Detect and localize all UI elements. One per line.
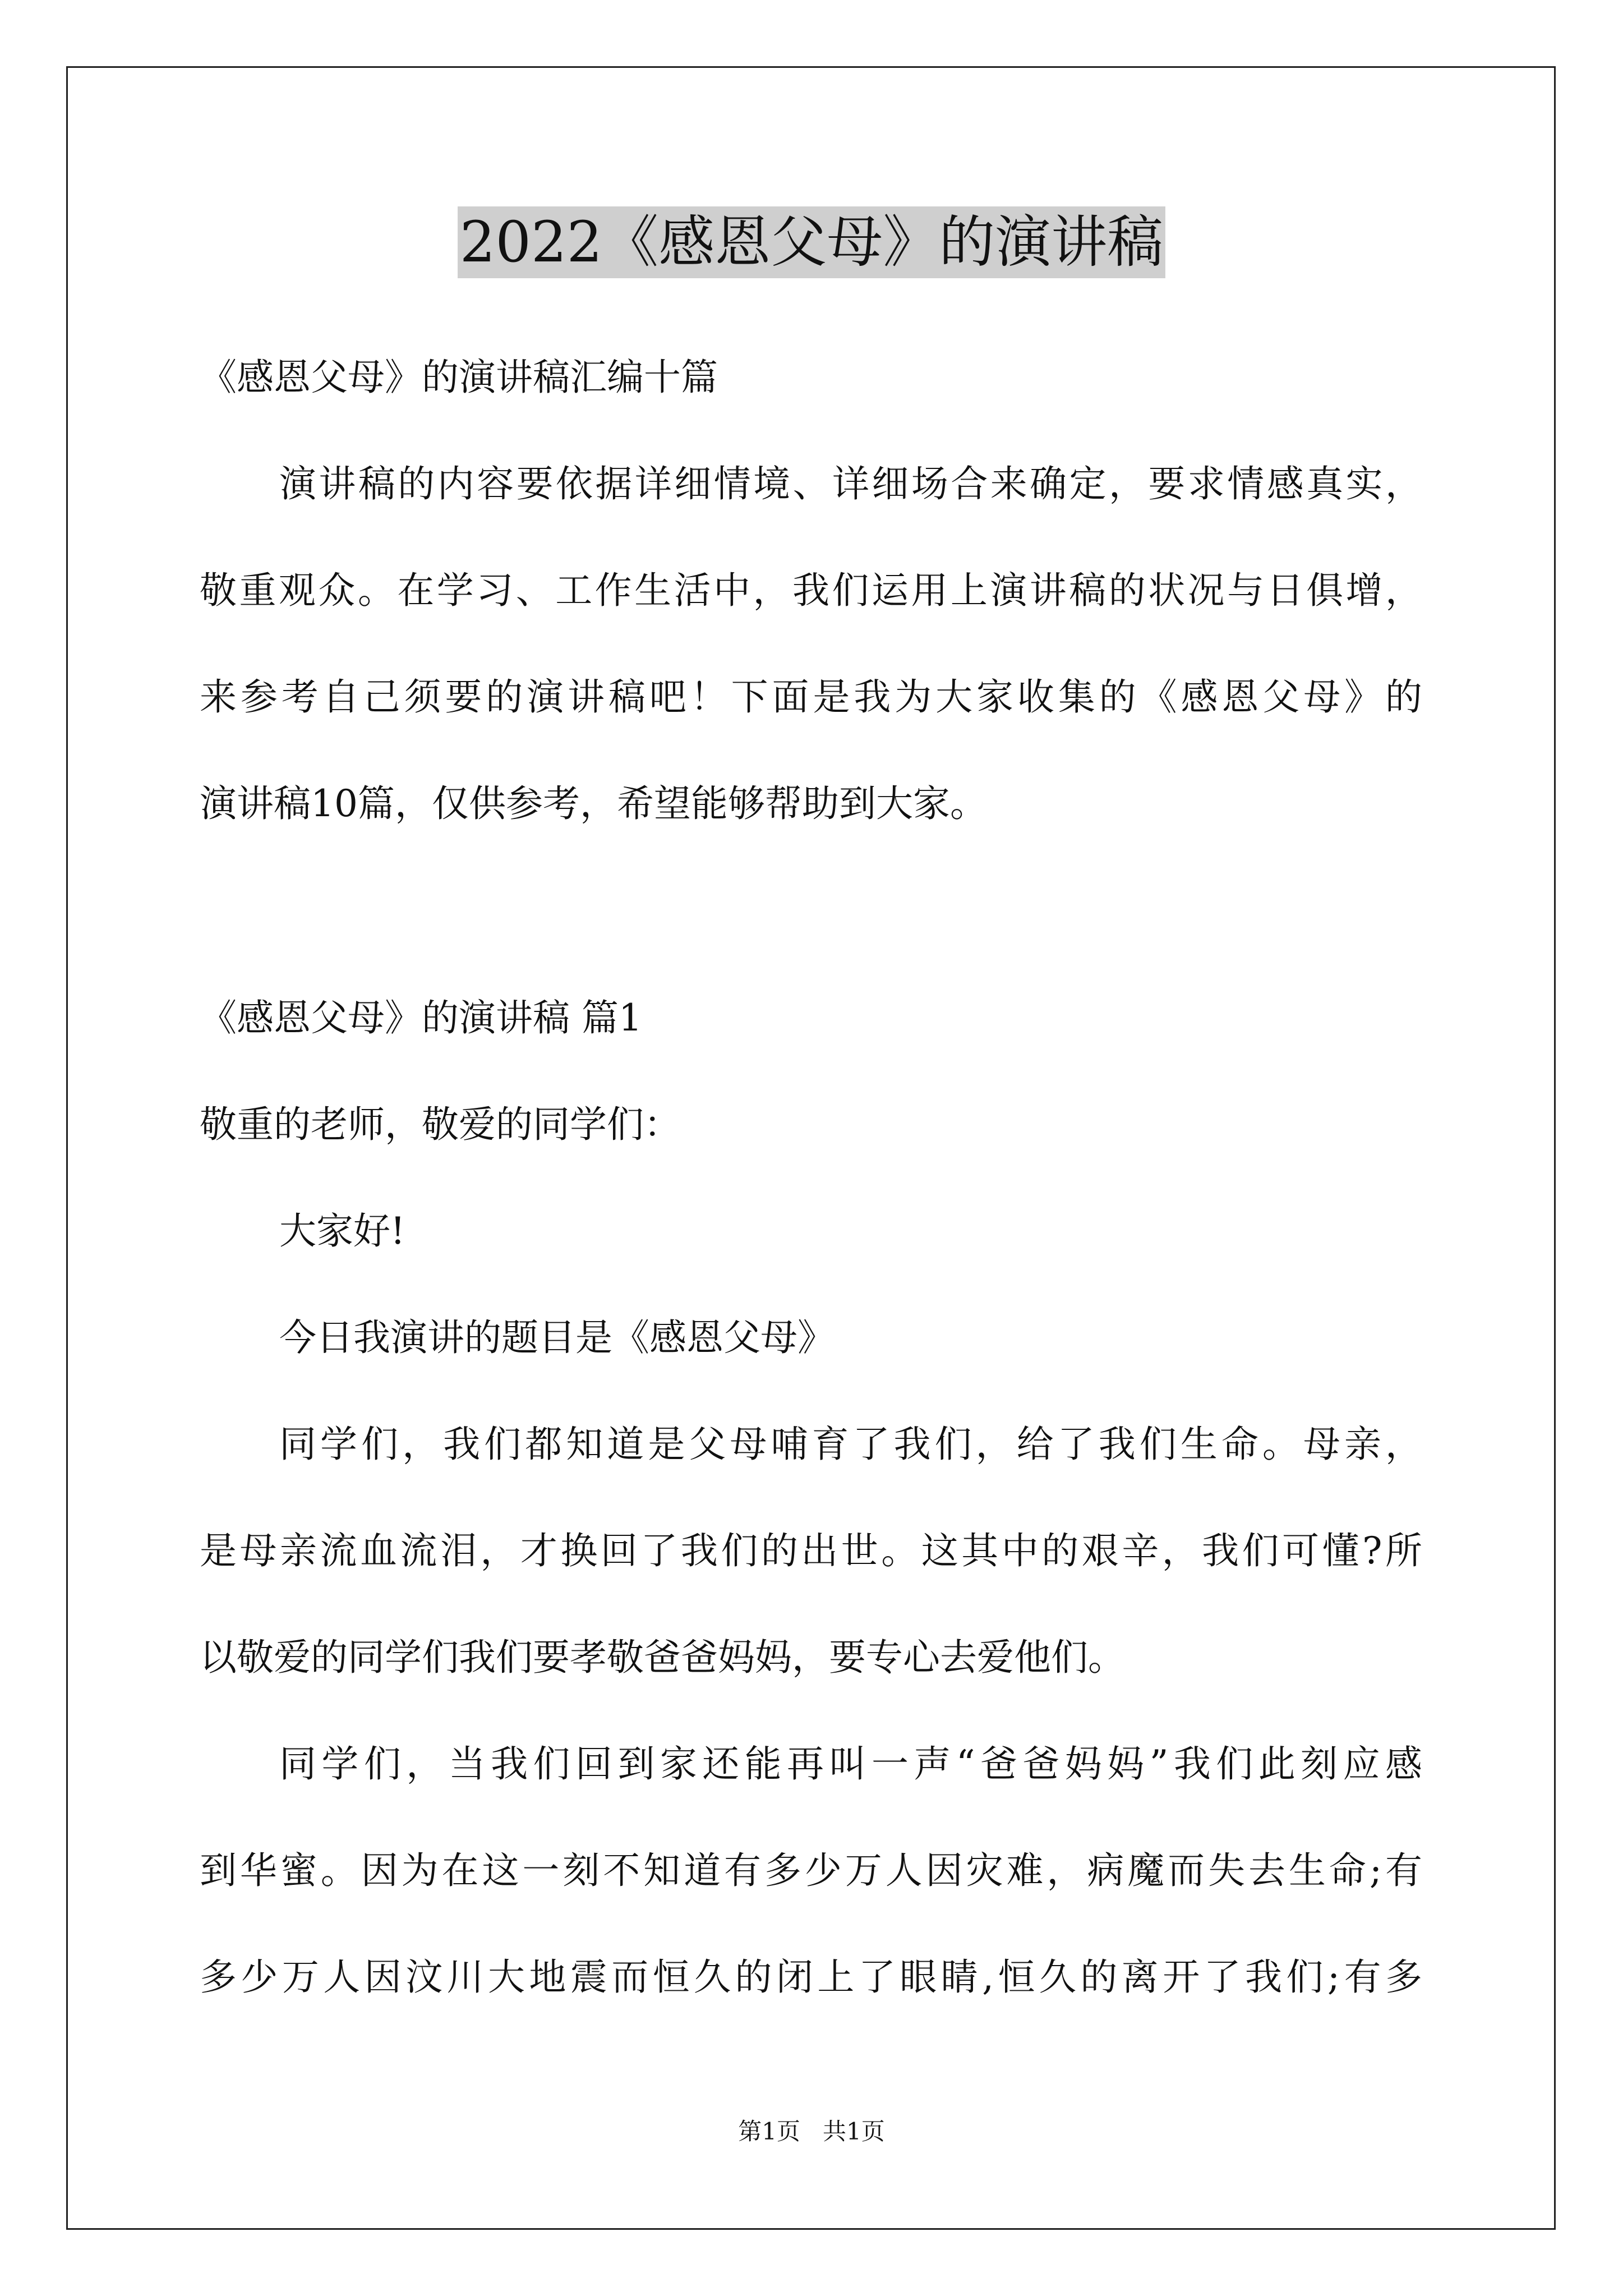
section-heading: 《感恩父母》的演讲稿 篇1 (200, 996, 642, 1039)
paragraph-line: 同学们，我们都知道是父母哺育了我们，给了我们生命。母亲， (279, 1423, 1422, 1466)
document-subtitle: 《感恩父母》的演讲稿汇编十篇 (200, 356, 718, 399)
intro-line: 演讲稿的内容要依据详细情境、详细场合来确定，要求情感真实， (279, 462, 1422, 505)
paragraph-line: 多少万人因汶川大地震而恒久的闭上了眼睛,恒久的离开了我们;有多 (200, 1955, 1422, 1999)
intro-line: 演讲稿10篇，仅供参考，希望能够帮助到大家。 (200, 782, 987, 825)
paragraph-line: 同学们，当我们回到家还能再叫一声“爸爸妈妈”我们此刻应感 (279, 1742, 1422, 1786)
title-container (0, 206, 1623, 278)
greeting: 大家好! (279, 1209, 405, 1253)
speech-topic: 今日我演讲的题目是《感恩父母》 (279, 1316, 834, 1359)
paragraph-line: 是母亲流血流泪，才换回了我们的出世。这其中的艰辛，我们可懂?所 (200, 1529, 1422, 1572)
paragraph-line: 到华蜜。因为在这一刻不知道有多少万人因灾难，病魔而失去生命;有 (200, 1849, 1422, 1892)
paragraph-line: 以敬爱的同学们我们要孝敬爸爸妈妈，要专心去爱他们。 (200, 1636, 1125, 1679)
salutation: 敬重的老师，敬爱的同学们： (200, 1103, 681, 1146)
document-title: 2022《感恩父母》的演讲稿 (458, 206, 1166, 278)
page-footer: 第1页 共1页 (738, 2118, 885, 2145)
intro-line: 来参考自己须要的演讲稿吧！下面是我为大家收集的《感恩父母》的 (200, 675, 1422, 719)
intro-line: 敬重观众。在学习、工作生活中，我们运用上演讲稿的状况与日俱增， (200, 569, 1422, 612)
